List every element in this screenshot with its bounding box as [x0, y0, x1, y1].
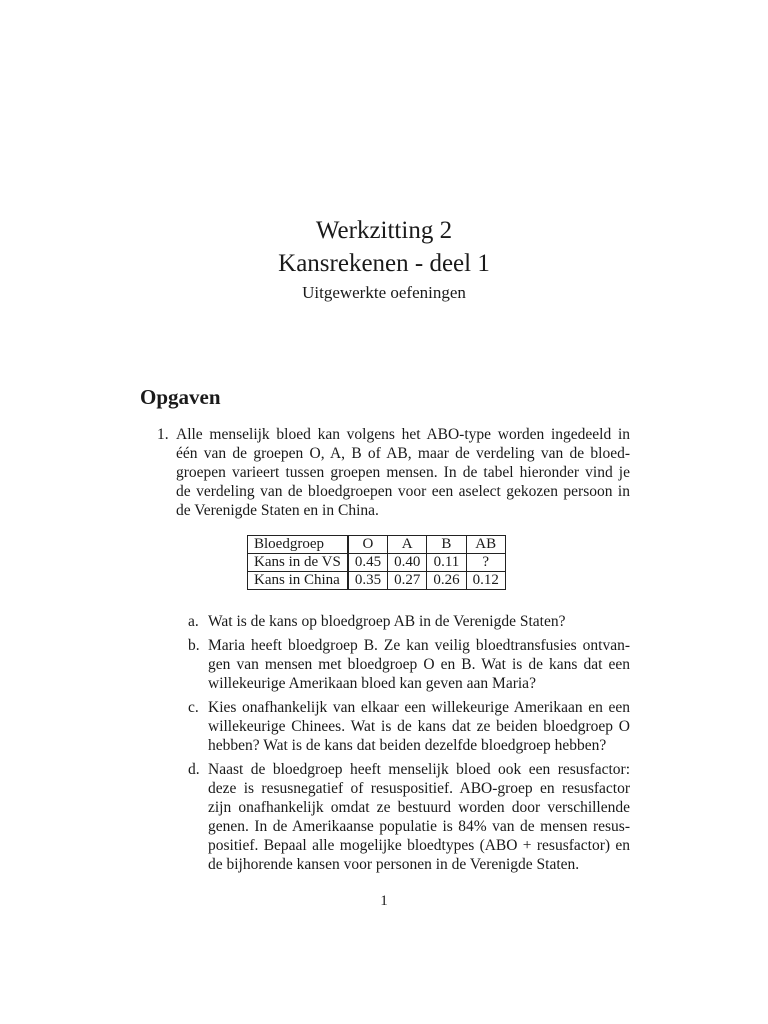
- subquestion-line: deze is resusnegatief of resuspositief. ABO-groep en resusfactor: [208, 780, 630, 797]
- document-subtitle: Uitgewerkte oefeningen: [302, 283, 466, 302]
- table-header-cell: AB: [466, 536, 505, 554]
- table-cell: 0.45: [348, 554, 388, 572]
- subquestion-line: Wat is de kans op bloedgroep AB in de Verenigde Staten?: [208, 613, 566, 630]
- intro-line: de verdeling van de bloedgroepen voor een aselect gekozen persoon in: [176, 483, 630, 500]
- exercise-1: [140, 425, 630, 520]
- intro-line: Alle menselijk bloed kan volgens het ABO-type worden ingedeeld in: [176, 426, 630, 443]
- subquestion-list: [140, 612, 630, 879]
- subquestion-line: Maria heeft bloedgroep B. Ze kan veilig bloedtransfusies ontvan-: [208, 637, 630, 654]
- subquestion-letter: c.: [188, 699, 199, 716]
- table-cell: 0.11: [427, 554, 466, 572]
- table-cell: 0.40: [388, 554, 427, 572]
- exercise-intro: [176, 425, 630, 520]
- exercise-number: 1.: [157, 426, 169, 443]
- subquestion-line: Kies onafhankelijk van elkaar een willekeurige Amerikaan en een: [208, 699, 630, 716]
- table-cell: Kans in de VS: [248, 554, 348, 572]
- table-row: [248, 572, 506, 590]
- subquestion-c: [140, 698, 630, 755]
- subquestion-line: zijn onafhankelijk omdat ze bestuurd worden door verschillende: [208, 799, 630, 816]
- document-title: Werkzitting 2: [315, 217, 453, 244]
- subquestion-line: Naast de bloedgroep heeft menselijk bloed ook een resusfactor:: [208, 761, 630, 778]
- section-heading: Opgaven: [140, 385, 221, 409]
- subquestion-d: [140, 760, 630, 874]
- intro-line: groepen varieert tussen groepen mensen. In de tabel hieronder vind je: [176, 464, 630, 481]
- intro-line: één van de groepen O, A, B of AB, maar de verdeling van de bloed-: [176, 445, 630, 462]
- title-block: [0, 214, 768, 306]
- subquestion-line: willekeurige Chinees. Wat is de kans dat ze beiden bloedgroep O: [208, 718, 630, 735]
- subquestion-line: genen. In de Amerikaanse populatie is 84% van de mensen resus-: [208, 818, 630, 835]
- table-cell: 0.27: [388, 572, 427, 590]
- table-cell: Kans in China: [248, 572, 348, 590]
- table-header-cell: B: [427, 536, 466, 554]
- subquestion-line: de bijhorende kansen voor personen in de Verenigde Staten.: [208, 856, 580, 873]
- table-header-cell: A: [388, 536, 427, 554]
- page-number: 1: [380, 893, 388, 909]
- table-cell: 0.35: [348, 572, 388, 590]
- subquestion-a: [140, 612, 630, 631]
- table-header-cell: O: [348, 536, 388, 554]
- table-row: [248, 554, 506, 572]
- subquestion-letter: b.: [188, 637, 200, 654]
- subquestion-line: hebben? Wat is de kans dat beiden dezelfde bloedgroep hebben?: [208, 737, 607, 754]
- table-header-row: [248, 536, 506, 554]
- table-cell: 0.26: [427, 572, 466, 590]
- subquestion-line: positief. Bepaal alle mogelijke bloedtypes (ABO + resusfactor) en: [208, 837, 630, 854]
- table-cell: ?: [466, 554, 505, 572]
- subquestion-letter: d.: [188, 761, 200, 778]
- subquestion-letter: a.: [188, 613, 199, 630]
- blood-group-table: [247, 535, 506, 590]
- table-cell: 0.12: [466, 572, 505, 590]
- subquestion-line: willekeurige Amerikaan bloed kan geven aan Maria?: [208, 675, 536, 692]
- intro-line: de Verenigde Staten en in China.: [176, 502, 379, 519]
- table-header-cell: Bloedgroep: [248, 536, 348, 554]
- document-subject: Kansrekenen - deel 1: [278, 250, 490, 277]
- subquestion-b: [140, 636, 630, 693]
- subquestion-line: gen van mensen met bloedgroep O en B. Wat is de kans dat een: [208, 656, 630, 673]
